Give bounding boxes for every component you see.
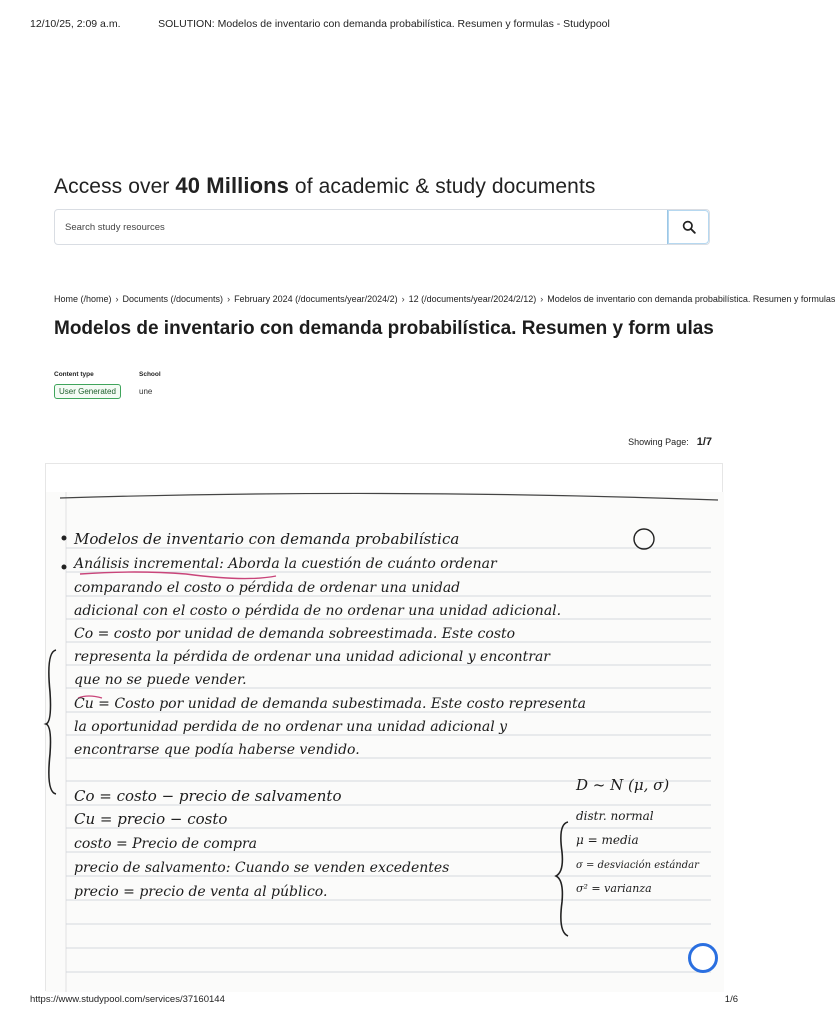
handwritten-page [46,492,724,992]
handwritten-line: adicional con el costo o pérdida de no ordenar una unidad adicional. [74,603,562,619]
page-title: Modelos de inventario con demanda probabilística. Resumen y form ulas [54,318,714,339]
handwritten-line: encontrarse que podía haberse vendido. [74,742,360,758]
handwritten-line: D ~ N (μ, σ) [576,776,670,794]
breadcrumb-home[interactable]: Home (/home) [54,294,112,304]
handwritten-line: la oportunidad perdida de no ordenar una unidad adicional y [74,719,508,735]
hero-headline [54,173,596,199]
chevron-right-icon: › [115,294,119,304]
handwritten-line: que no se puede vender. [74,672,247,688]
chevron-right-icon: › [401,294,405,304]
breadcrumb-documents[interactable]: Documents (/documents) [122,294,224,304]
search-icon [682,220,696,234]
breadcrumb [54,294,835,304]
handwritten-line: representa la pérdida de ordenar una unidad adicional y encontrar [74,649,550,665]
page-indicator [628,436,712,448]
print-page-number: 1/6 [724,994,738,1005]
handwritten-line: Análisis incremental: Aborda la cuestión de cuánto ordenar [74,556,497,572]
handwritten-line: Cu = Costo por unidad de demanda subestimada. Este costo representa [74,696,586,712]
school-value: une [139,387,153,396]
hero-suffix: of academic & study documents [289,175,596,198]
search-input[interactable] [55,210,667,244]
chevron-right-icon: › [227,294,231,304]
page-indicator-value: 1/7 [696,436,712,448]
print-page-title: SOLUTION: Modelos de inventario con demanda probabilística. Resumen y formulas - Studypool [158,18,610,30]
floating-action-button[interactable] [688,943,718,973]
print-datetime: 12/10/25, 2:09 a.m. [30,18,121,30]
print-footer [30,994,738,1005]
handwritten-line: σ = desviación estándar [576,860,699,871]
handwritten-line: distr. normal [576,809,654,823]
handwritten-line: precio de salvamento: Cuando se venden excedentes [74,860,450,876]
print-url: https://www.studypool.com/services/37160144 [30,994,225,1005]
content-type-label: Content type [54,371,94,378]
handwritten-line: σ² = varianza [576,882,652,895]
handwritten-line: costo = Precio de compra [74,836,257,852]
school-label: School [139,371,161,378]
handwritten-line: Modelos de inventario con demanda probabilística [74,530,460,548]
search-bar [54,209,710,245]
chevron-right-icon: › [540,294,544,304]
breadcrumb-current: Modelos de inventario con demanda probabilística. Resumen y formulas [547,294,835,304]
handwritten-line: Co = costo por unidad de demanda sobreestimada. Este costo [74,626,516,642]
hero-prefix: Access over [54,175,176,198]
document-viewer[interactable] [45,463,723,991]
handwritten-line: Cu = precio − costo [74,810,228,828]
print-header [30,18,738,32]
handwritten-line: μ = media [576,833,639,847]
handwritten-line: Co = costo − precio de salvamento [74,787,342,805]
content-type-badge: User Generated [54,384,121,399]
search-button[interactable] [667,210,709,244]
breadcrumb-day[interactable]: 12 (/documents/year/2024/2/12) [408,294,537,304]
handwritten-line: comparando el costo o pérdida de ordenar una unidad [74,580,461,596]
breadcrumb-month[interactable]: February 2024 (/documents/year/2024/2) [234,294,398,304]
handwritten-line: precio = precio de venta al público. [74,884,328,900]
hero-highlight: 40 Millions [175,173,289,198]
page-indicator-label: Showing Page: [628,437,689,447]
